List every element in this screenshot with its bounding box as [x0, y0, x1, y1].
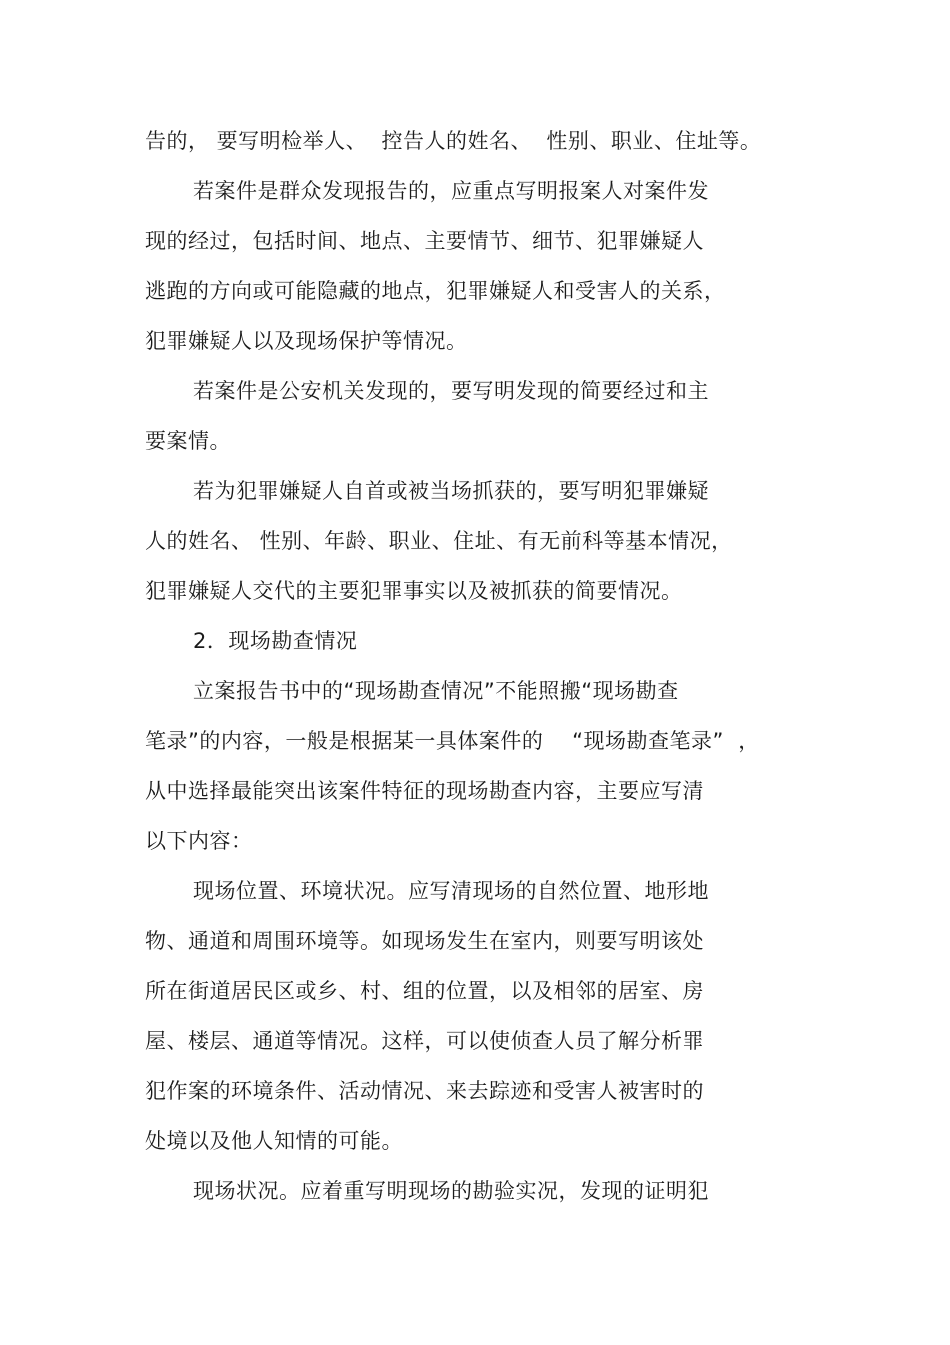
text-line: 犯罪嫌疑人以及现场保护等情况。 — [145, 329, 468, 353]
text-line: 物、通道和周围环境等。如现场发生在室内，则要写明该处 — [145, 929, 704, 953]
paragraph-start-line: 若案件是公安机关发现的，要写明发现的简要经过和主 — [193, 379, 709, 403]
paragraph-start-line: 立案报告书中的“现场勘查情况”不能照搬“现场勘查 — [193, 679, 679, 703]
text-line: 笔录”的内容，一般是根据某一具体案件的 “现场勘查笔录” ， — [145, 729, 760, 753]
text-line: 要案情。 — [145, 429, 231, 453]
text-line: 告的， 要写明检举人、 控告人的姓名、 性别、职业、住址等。 — [145, 129, 762, 153]
text-line: 以下内容： — [145, 829, 253, 853]
text-line: 所在街道居民区或乡、村、组的位置，以及相邻的居室、房 — [145, 979, 704, 1003]
paragraph-start-line: 若为犯罪嫌疑人自首或被当场抓获的，要写明犯罪嫌疑 — [193, 479, 709, 503]
text-line: 处境以及他人知情的可能。 — [145, 1129, 403, 1153]
text-line: 逃跑的方向或可能隐藏的地点，犯罪嫌疑人和受害人的关系， — [145, 279, 726, 303]
paragraph-start-line: 若案件是群众发现报告的，应重点写明报案人对案件发 — [193, 179, 709, 203]
text-line: 犯罪嫌疑人交代的主要犯罪事实以及被抓获的简要情况。 — [145, 579, 683, 603]
text-line: 屋、楼层、通道等情况。这样，可以使侦查人员了解分析罪 — [145, 1029, 704, 1053]
text-line: 人的姓名、 性别、年龄、职业、住址、有无前科等基本情况， — [145, 529, 733, 553]
text-line: 犯作案的环境条件、活动情况、来去踪迹和受害人被害时的 — [145, 1079, 704, 1103]
text-line: 从中选择最能突出该案件特征的现场勘查内容，主要应写清 — [145, 779, 704, 803]
paragraph-start-line: 现场位置、环境状况。应写清现场的自然位置、地形地 — [193, 879, 709, 903]
paragraph-start-line: 现场状况。应着重写明现场的勘验实况，发现的证明犯 — [193, 1179, 709, 1203]
section-heading: 2．现场勘查情况 — [193, 629, 358, 653]
text-line: 现的经过，包括时间、地点、主要情节、细节、犯罪嫌疑人 — [145, 229, 704, 253]
